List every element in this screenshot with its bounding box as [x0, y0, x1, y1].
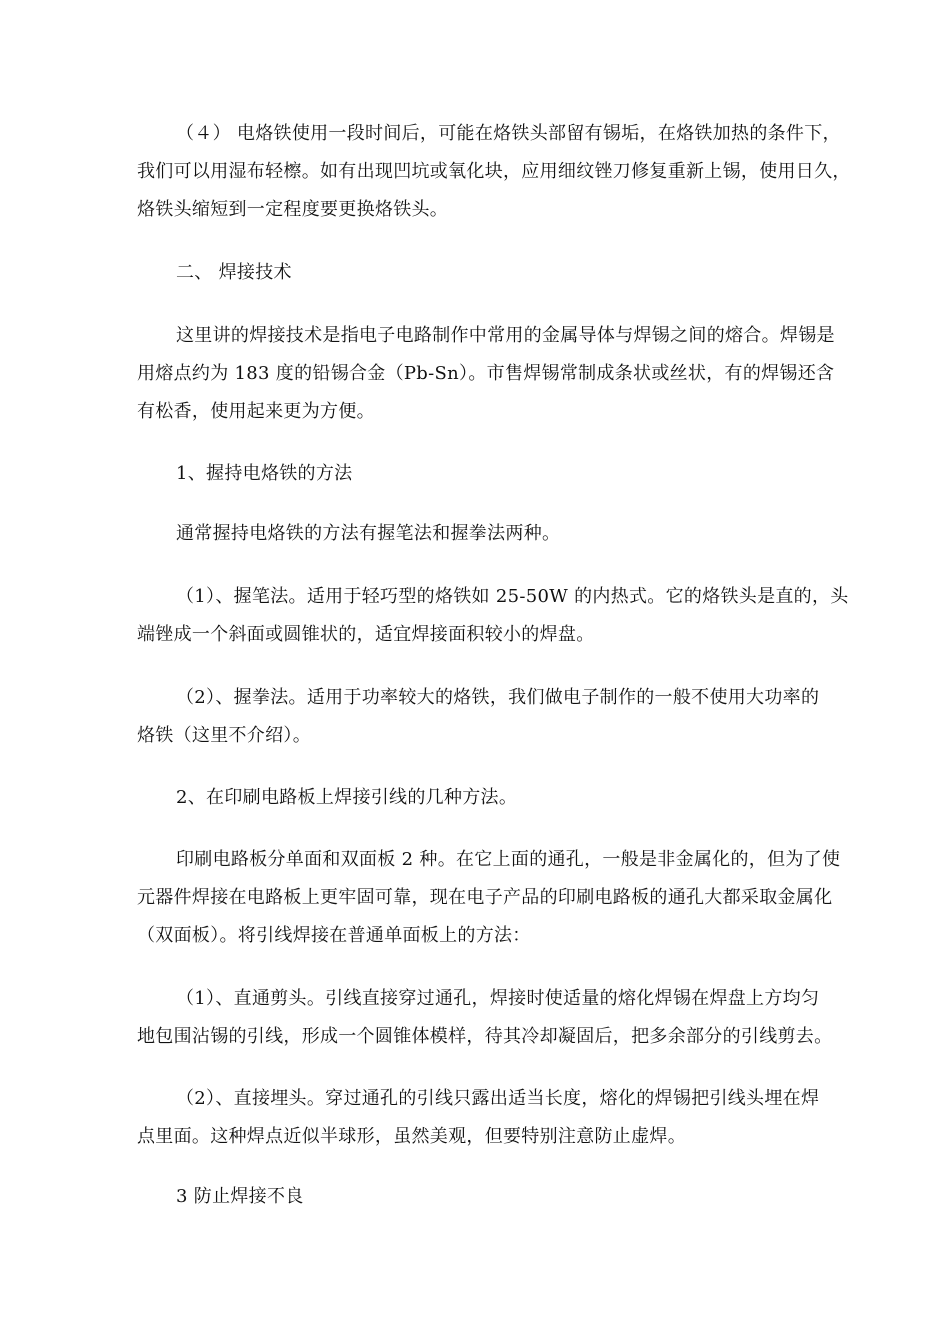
paragraph-8-line-1: 元器件焊接在电路板上更牢固可靠，现在电子产品的印刷电路板的通孔大都采取金属化: [137, 887, 833, 908]
paragraph-5-line-1: 端锉成一个斜面或圆锥状的，适宜焊接面积较小的焊盘。: [137, 624, 595, 645]
subheading-pcb-methods: 2、在印刷电路板上焊接引线的几种方法。: [176, 787, 518, 808]
paragraph-5-line-0: （1）、握笔法。适用于轻巧型的烙铁如 25-50W 的内热式。它的烙铁头是直的，头: [176, 586, 849, 607]
paragraph-6-line-0: （2）、握拳法。适用于功率较大的烙铁，我们做电子制作的一般不使用大功率的: [176, 687, 820, 708]
section-heading-welding-technique: 二、 焊接技术: [176, 262, 292, 283]
paragraph-0-line-1: 我们可以用湿布轻檫。如有出现凹坑或氧化块，应用细纹锉刀修复重新上锡，使用日久，: [137, 161, 851, 182]
paragraph-2-line-1: 用熔点约为 183 度的铅锡合金（Pb-Sn）。市售焊锡常制成条状或丝状，有的焊锡还含: [137, 363, 835, 384]
paragraph-8-line-0: 印刷电路板分单面和双面板 2 种。在它上面的通孔，一般是非金属化的，但为了使: [176, 849, 841, 870]
paragraph-6-line-1: 烙铁（这里不介绍）。: [137, 725, 311, 746]
paragraph-0-line-0: （４） 电烙铁使用一段时间后，可能在烙铁头部留有锡垢，在烙铁加热的条件下，: [176, 123, 841, 144]
paragraph-0-line-2: 烙铁头缩短到一定程度要更换烙铁头。: [137, 199, 449, 220]
subheading-prevent-bad-soldering: 3 防止焊接不良: [176, 1186, 304, 1207]
paragraph-8-line-2: （双面板）。将引线焊接在普通单面板上的方法：: [137, 925, 531, 946]
paragraph-10-line-0: （2）、直接埋头。穿过通孔的引线只露出适当长度，熔化的焊锡把引线头埋在焊: [176, 1088, 820, 1109]
paragraph-10-line-1: 点里面。这种焊点近似半球形，虽然美观，但要特别注意防止虚焊。: [137, 1126, 686, 1147]
paragraph-4-line-0: 通常握持电烙铁的方法有握笔法和握拳法两种。: [176, 523, 561, 544]
subheading-holding-iron: 1、握持电烙铁的方法: [176, 463, 353, 484]
paragraph-9-line-1: 地包围沾锡的引线，形成一个圆锥体模样，待其冷却凝固后，把多余部分的引线剪去。: [137, 1026, 833, 1047]
paragraph-2-line-0: 这里讲的焊接技术是指电子电路制作中常用的金属导体与焊锡之间的熔合。焊锡是: [176, 325, 835, 346]
paragraph-2-line-2: 有松香，使用起来更为方便。: [137, 401, 375, 422]
paragraph-9-line-0: （1）、直通剪头。引线直接穿过通孔，焊接时使适量的熔化焊锡在焊盘上方均匀: [176, 988, 820, 1009]
